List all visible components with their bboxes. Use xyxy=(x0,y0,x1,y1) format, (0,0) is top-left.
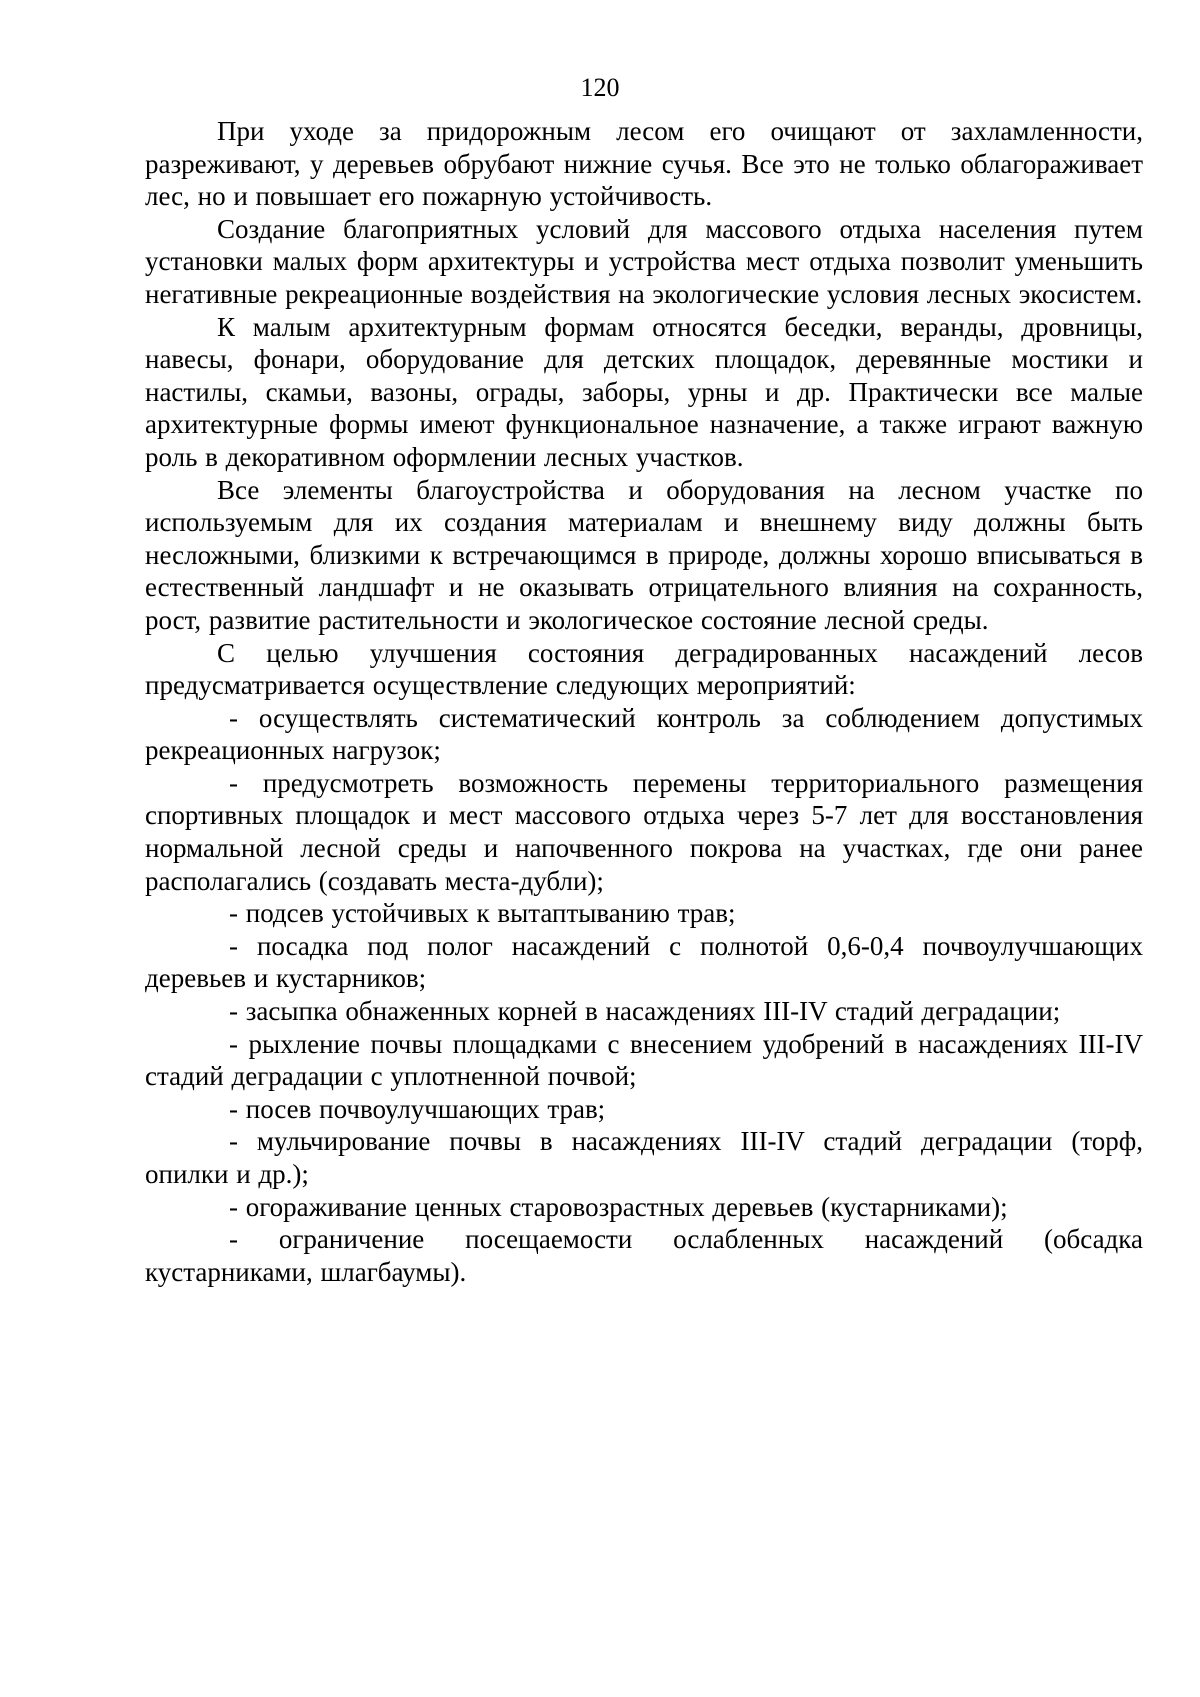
list-item-measure: - подсев устойчивых к вытаптыванию трав; xyxy=(229,898,736,929)
list-item-measure: - мульчирование почвы в насаждениях III-IV стадий деградации (торф, опилки и др.); xyxy=(145,1126,1143,1189)
document-body xyxy=(145,115,1143,1288)
paragraph-roadside-forest-care: При уходе за придорожным лесом его очищают от захламленности, разреживают, у деревьев обрубают нижние сучья. Все это не только облагораживает лес, но и повышает его пожарную устойчивость. xyxy=(145,116,1143,212)
list-item-measure: - ограничение посещаемости ослабленных насаждений (обсадка кустарниками, шлагбаумы). xyxy=(145,1224,1143,1287)
list-item-measure: - посев почвоулучшающих трав; xyxy=(229,1093,606,1124)
list-item-measure: - рыхление почвы площадками с внесением удобрений в насаждениях III-IV стадий деградации с уплотненной почвой; xyxy=(145,1028,1143,1092)
paragraph-small-architectural-forms: К малым архитектурным формам относятся беседки, веранды, дровницы, навесы, фонари, оборудование для детских площадок, деревянные мостики и настилы, скамьи, вазоны, ограды, заборы, урны и др. Практически все малые архитектурные формы имеют функциональное назначение, а также играют важную роль в декоративном оформлении лесных участков. xyxy=(145,311,1143,472)
page-number: 120 xyxy=(580,73,620,102)
list-item-measure: - огораживание ценных старовозрастных деревьев (кустарниками); xyxy=(229,1191,1008,1222)
paragraph-landscaping-elements: Все элементы благоустройства и оборудования на лесном участке по используемым для их создания материалам и внешнему виду должны быть несложными, близкими к встречающимся в природе, должны хорошо вписываться в естественный ландшафт и не оказывать отрицательного влияния на сохранность, рост, развитие растительности и экологическое состояние лесной среды. xyxy=(145,474,1143,635)
list-item-measure: - засыпка обнаженных корней в насаждениях III-IV стадий деградации; xyxy=(229,996,1061,1027)
list-item-measure: - предусмотреть возможность перемены территориального размещения спортивных площадок и мест массового отдыха через 5-7 лет для восстановления нормальной лесной среды и напочвенного покрова на участках, где они ранее располагались (создавать места-дубли); xyxy=(145,767,1143,896)
list-item-measure: - посадка под полог насаждений с полнотой 0,6-0,4 почвоулучшающих деревьев и кустарников; xyxy=(145,930,1143,994)
paragraph-measures-intro: С целью улучшения состояния деградированных насаждений лесов предусматривается осуществление следующих мероприятий: xyxy=(145,637,1143,701)
paragraph-recreation-conditions: Создание благоприятных условий для массового отдыха населения путем установки малых форм архитектуры и устройства мест отдыха позволит уменьшить негативные рекреационные воздействия на экологические условия лесных экосистем. xyxy=(145,213,1143,309)
list-item-measure: - осуществлять систематический контроль за соблюдением допустимых рекреационных нагрузок; xyxy=(145,702,1143,766)
